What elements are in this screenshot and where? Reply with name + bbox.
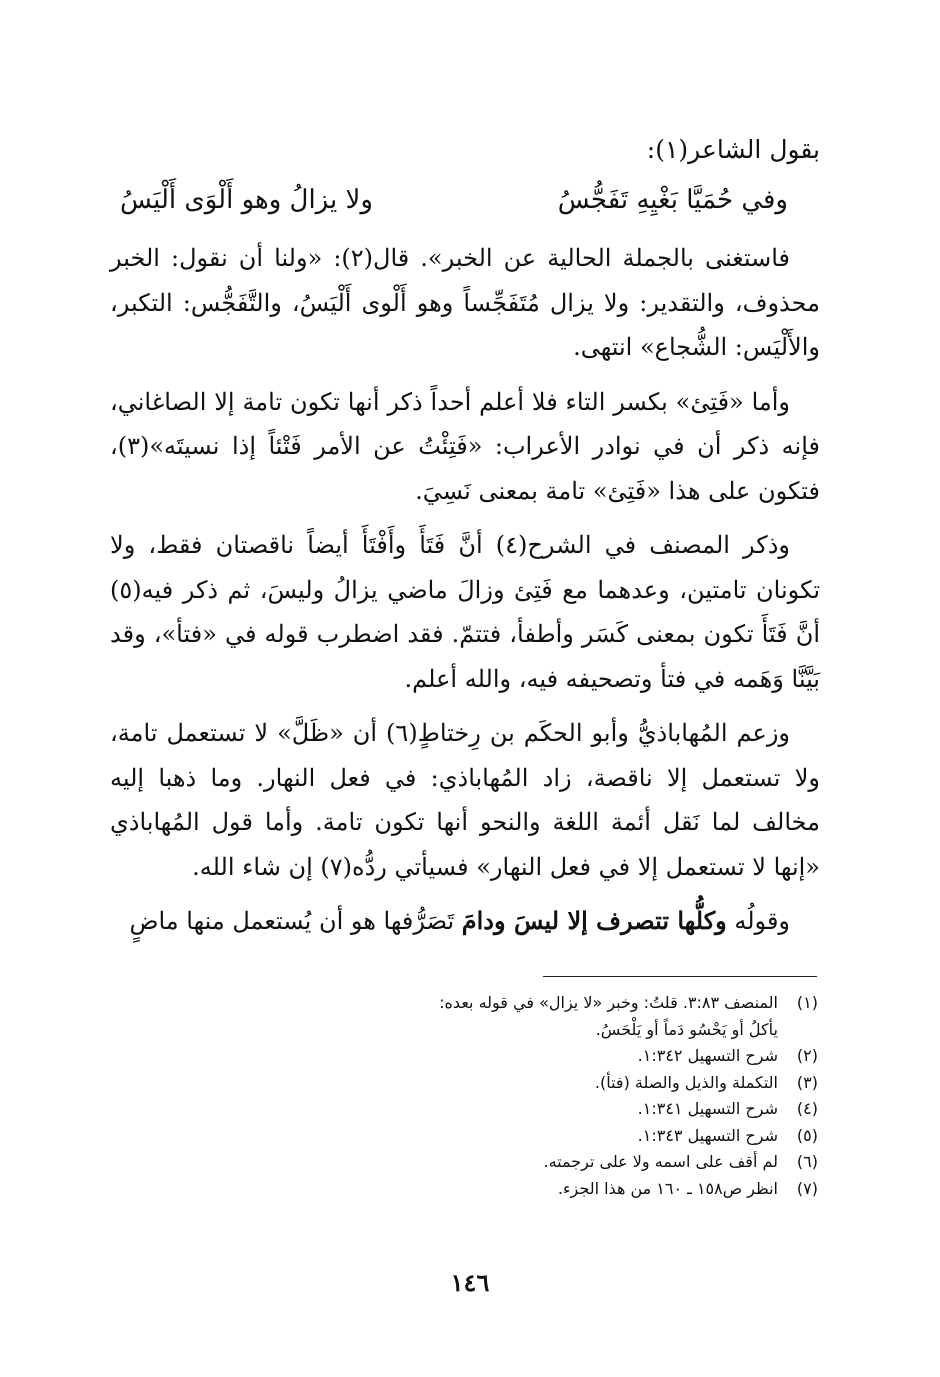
footnote-text: لم أقف على اسمه ولا على ترجمته. bbox=[543, 1152, 778, 1171]
footnote-number: (٦) bbox=[796, 1152, 818, 1171]
footnote-4 bbox=[150, 1096, 818, 1123]
paragraph-5-quoted-text: وكلُّها تتصرف إلا ليسَ ودامَ bbox=[461, 906, 727, 935]
page-number: ١٤٦ bbox=[450, 1268, 490, 1297]
footnote-text: انظر ص١٥٨ ـ ١٦٠ من هذا الجزء. bbox=[557, 1178, 778, 1198]
footnote-1 bbox=[150, 990, 818, 1017]
footnote-text: التكملة والذيل والصلة (فتأ). bbox=[594, 1072, 778, 1092]
paragraph-1: فاستغنى بالجملة الحالية عن الخبر». قال(٢): «ولنا أن نقول: الخبر محذوف، والتقدير: ولا يزال مُتَفَجِّساً وهو أَلْوى أَلْيَسُ، والتَّفَجُّس: التكبر، والأَلْيَس: الشُّجاع» انتهى. bbox=[110, 244, 820, 361]
footnote-separator bbox=[543, 976, 817, 977]
footnote-number: (١) bbox=[796, 993, 818, 1012]
footnote-text: المنصف ٣:٨٣. قلتُ: وخبر «لا يزال» في قوله بعده: bbox=[439, 993, 778, 1012]
intro-line: بقول الشاعر(١): bbox=[646, 135, 820, 164]
paragraph-4: وزعم المُهاباذيُّ وأبو الحكَم بن رِختاطٍ(٦) أن «ظَلَّ» لا تستعمل تامة، ولا تستعمل إلا ناقصة، زاد المُهاباذي: في فعل النهار. وما ذهبا إليه مخالف لما نَقل أئمة اللغة والنحو أنها تكون تامة. وأما قول المُهاباذي «إنها لا تستعمل إلا في فعل النهار» فسيأتي ردُّه(٧) إن شاء الله. bbox=[110, 719, 820, 881]
main-text bbox=[110, 128, 820, 954]
verse-second-hemistich: ولا يزالُ وهو أَلْوَى أَلْيَسُ bbox=[120, 185, 373, 215]
poetry-verse bbox=[110, 178, 788, 222]
footnote-number: (٧) bbox=[796, 1178, 818, 1198]
paragraph-5-rest: تَصَرُّفها هو أن يُستعمل منها ماضٍ bbox=[129, 907, 455, 935]
footnote-number: (٥) bbox=[796, 1125, 818, 1145]
footnote-7 bbox=[150, 1176, 818, 1203]
verse-first-hemistich: وفي حُمَيَّا بَغْيِهِ تَفَجُّسُ bbox=[557, 185, 788, 215]
footnote-number: (٣) bbox=[796, 1072, 818, 1092]
footnote-3 bbox=[150, 1070, 818, 1097]
footnote-number: (٢) bbox=[796, 1046, 818, 1065]
paragraph-5 bbox=[110, 899, 820, 944]
footnote-5 bbox=[150, 1123, 818, 1150]
paragraph-2: وأما «فَتِئ» بكسر التاء فلا أعلم أحداً ذكر أنها تكون تامة إلا الصاغاني، فإنه ذكر أن في نوادر الأعراب: «فَتِئْتُ عن الأمر فَتْئاً إذا نسيتَه»(٣)، فتكون على هذا «فَتِئ» تامة بمعنى نَسِيَ. bbox=[110, 387, 820, 505]
footnote-2 bbox=[150, 1043, 818, 1070]
footnote-number: (٤) bbox=[796, 1099, 818, 1118]
footnotes bbox=[150, 990, 818, 1202]
footnote-6 bbox=[150, 1149, 818, 1176]
footnote-1-verse: يأكلُ أو يَحْسُو دَماً أو يَلْحَسُ. bbox=[595, 1019, 778, 1039]
footnote-text: شرح التسهيل ١:٣٤٢. bbox=[637, 1046, 778, 1065]
paragraph-5-lead: وقولُه bbox=[734, 907, 790, 935]
footnote-text: شرح التسهيل ١:٣٤٣. bbox=[637, 1125, 778, 1145]
footnote-text: شرح التسهيل ١:٣٤١. bbox=[637, 1099, 778, 1118]
paragraph-3: وذكر المصنف في الشرح(٤) أنَّ فَتَأَ وأَفْتَأَ أيضاً ناقصتان فقط، ولا تكونان تامتين، وعدهما مع فَتِئ وزالَ ماضي يزالُ وليسَ، ثم ذكر فيه(٥) أنَّ فَتَأَ تكون بمعنى كَسَر وأطفأ، فتتمّ. فقد اضطرب قوله في «فتأ»، وقد بَيَّنَّا وَهَمه في فتأ وتصحيفه فيه، والله أعلم. bbox=[110, 531, 820, 693]
